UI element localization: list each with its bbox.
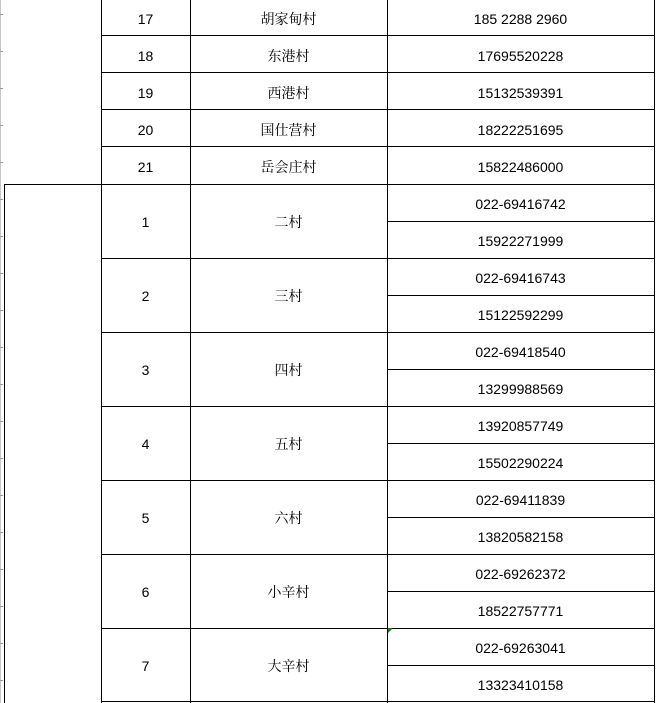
phone-divider [387, 443, 655, 444]
phone-divider [387, 295, 655, 296]
row-number: 2 [141, 288, 150, 304]
row-divider [101, 109, 655, 110]
phone-number: 15922271999 [477, 232, 564, 249]
phone-number: 022-69411839 [475, 491, 566, 508]
village-name: 大辛村 [267, 659, 310, 675]
sheet-left-gridline [0, 0, 1, 703]
row-gridline-tick [0, 51, 3, 52]
row-gridline-tick [0, 199, 3, 200]
village-name: 东港村 [267, 48, 310, 65]
village-name: 西港村 [267, 85, 310, 102]
village-name: 二村 [274, 215, 303, 231]
row-number: 7 [141, 658, 150, 674]
village-name: 六村 [274, 511, 303, 527]
row-gridline-tick [0, 606, 3, 607]
row-number: 21 [137, 158, 154, 175]
phone-number: 022-69262372 [475, 565, 566, 582]
row-gridline-tick [0, 458, 3, 459]
village-name: 四村 [274, 363, 303, 379]
phone-number: 022-69418540 [475, 343, 566, 360]
row-gridline-tick [0, 14, 3, 15]
cell-marker-icon [388, 628, 393, 633]
row-number: 19 [137, 84, 154, 101]
row-number: 20 [137, 121, 154, 138]
row-gridline-tick [0, 532, 3, 533]
row-gridline-tick [0, 273, 3, 274]
village-name: 三村 [274, 289, 303, 305]
left-column-border [4, 185, 5, 703]
phone-number: 15822486000 [477, 158, 564, 175]
phone-number: 18522757771 [477, 602, 564, 619]
phone-divider [387, 665, 655, 666]
row-divider [101, 146, 655, 147]
phone-number: 022-69416742 [475, 195, 566, 212]
phone-number: 15132539391 [477, 84, 564, 101]
row-gridline-tick [0, 569, 3, 570]
row-gridline-tick [0, 384, 3, 385]
column-border [387, 0, 388, 703]
row-gridline-tick [0, 310, 3, 311]
row-gridline-tick [0, 421, 3, 422]
row-divider [101, 35, 655, 36]
phone-number: 17695520228 [477, 47, 564, 64]
group-divider [101, 406, 655, 407]
phone-number: 13323410158 [477, 676, 564, 693]
row-divider [101, 72, 655, 73]
village-name: 五村 [274, 437, 303, 453]
phone-number: 185 2288 2960 [473, 10, 568, 27]
phone-number: 13299988569 [477, 380, 564, 397]
row-gridline-tick [0, 680, 3, 681]
phone-number: 15502290224 [477, 454, 564, 471]
phone-number: 13820582158 [477, 528, 564, 545]
phone-divider [387, 369, 655, 370]
village-name: 岳会庄村 [260, 159, 317, 176]
group-divider [101, 480, 655, 481]
phone-number: 13920857749 [477, 417, 564, 434]
village-name: 国仕营村 [260, 122, 317, 139]
phone-divider [387, 221, 655, 222]
row-number: 17 [137, 10, 154, 27]
row-number: 18 [137, 47, 154, 64]
group-divider [101, 554, 655, 555]
group-divider [101, 332, 655, 333]
row-gridline-tick [0, 643, 3, 644]
row-number: 6 [141, 584, 150, 600]
row-gridline-tick [0, 495, 3, 496]
row-number: 3 [141, 362, 150, 378]
row-number: 1 [141, 214, 150, 230]
phone-number: 15122592299 [477, 306, 564, 323]
group-divider [101, 628, 655, 629]
group-divider [101, 258, 655, 259]
right-border [654, 0, 655, 703]
row-gridline-tick [0, 162, 3, 163]
village-name: 胡家甸村 [260, 11, 317, 28]
row-gridline-tick [0, 236, 3, 237]
row-gridline-tick [0, 88, 3, 89]
phone-number: 022-69416743 [475, 269, 566, 286]
row-number: 4 [141, 436, 150, 452]
row-gridline-tick [0, 125, 3, 126]
row-gridline-tick [0, 347, 3, 348]
column-border [190, 0, 191, 703]
column-border [101, 0, 102, 703]
phone-number: 022-69263041 [475, 639, 566, 656]
phone-divider [387, 517, 655, 518]
phone-divider [387, 591, 655, 592]
village-name: 小辛村 [267, 585, 310, 601]
row-number: 5 [141, 510, 150, 526]
bottom-row-divider [101, 701, 655, 702]
phone-number: 18222251695 [477, 121, 564, 138]
